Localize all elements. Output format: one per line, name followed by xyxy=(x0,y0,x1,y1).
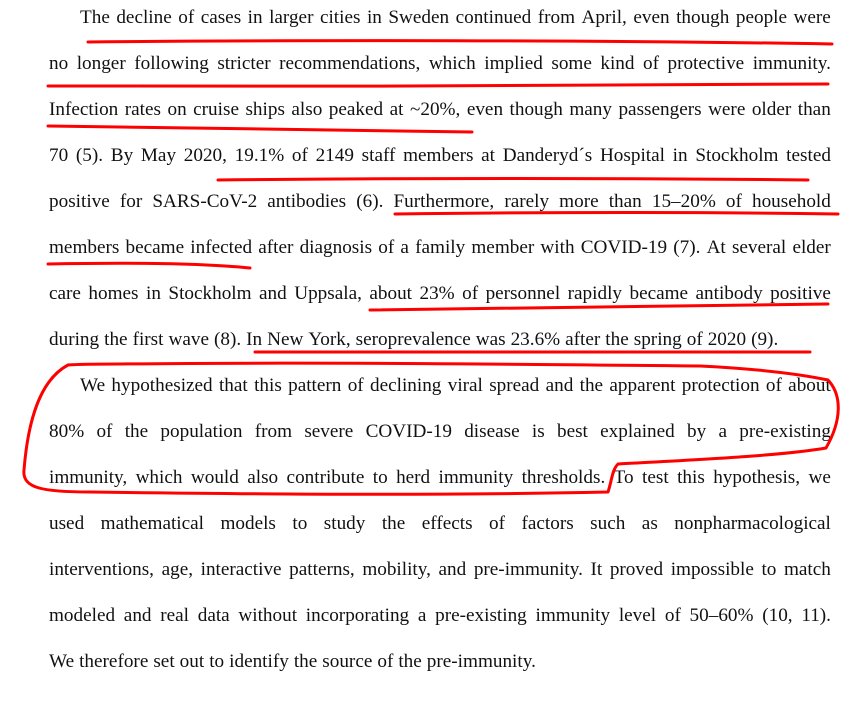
text-line-9: We hypothesized that this pattern of declining viral spread and the apparent protection of about xyxy=(80,375,831,396)
text-line-2: no longer following stricter recommendations, which implied some kind of protective immunity. xyxy=(49,53,831,74)
text-line-10: 80% of the population from severe COVID-19 disease is best explained by a pre-existing xyxy=(49,421,831,442)
text-line-3: Infection rates on cruise ships also peaked at ~20%, even though many passengers were older than xyxy=(49,99,831,120)
text-line-4: 70 (5). By May 2020, 19.1% of 2149 staff members at Danderyd´s Hospital in Stockholm tested xyxy=(49,145,831,166)
text-line-13: interventions, age, interactive patterns, mobility, and pre-immunity. It proved impossible to match xyxy=(49,559,831,580)
underline-mark-3 xyxy=(48,126,472,132)
underline-mark-1 xyxy=(88,41,832,44)
text-line-1: The decline of cases in larger cities in Sweden continued from April, even though people were xyxy=(80,7,831,28)
underline-mark-2 xyxy=(48,84,828,86)
text-line-5: positive for SARS-CoV-2 antibodies (6). Furthermore, rarely more than 15–20% of household xyxy=(49,191,831,212)
text-line-14: modeled and real data without incorporating a pre-existing immunity level of 50–60% (10, 11). xyxy=(49,605,831,626)
text-line-12: used mathematical models to study the effects of factors such as nonpharmacological xyxy=(49,513,831,534)
text-line-7: care homes in Stockholm and Uppsala, about 23% of personnel rapidly became antibody positive xyxy=(49,283,831,304)
text-line-15: We therefore set out to identify the source of the pre-immunity. xyxy=(49,651,536,672)
text-line-11: immunity, which would also contribute to herd immunity thresholds. To test this hypothesis, we xyxy=(49,467,831,488)
underline-mark-4 xyxy=(218,179,808,181)
text-line-8: during the first wave (8). In New York, seroprevalence was 23.6% after the spring of 2020 (9). xyxy=(49,329,779,350)
text-line-6: members became infected after diagnosis of a family member with COVID-19 (7). At several elder xyxy=(49,237,831,258)
underline-mark-6 xyxy=(48,263,250,268)
